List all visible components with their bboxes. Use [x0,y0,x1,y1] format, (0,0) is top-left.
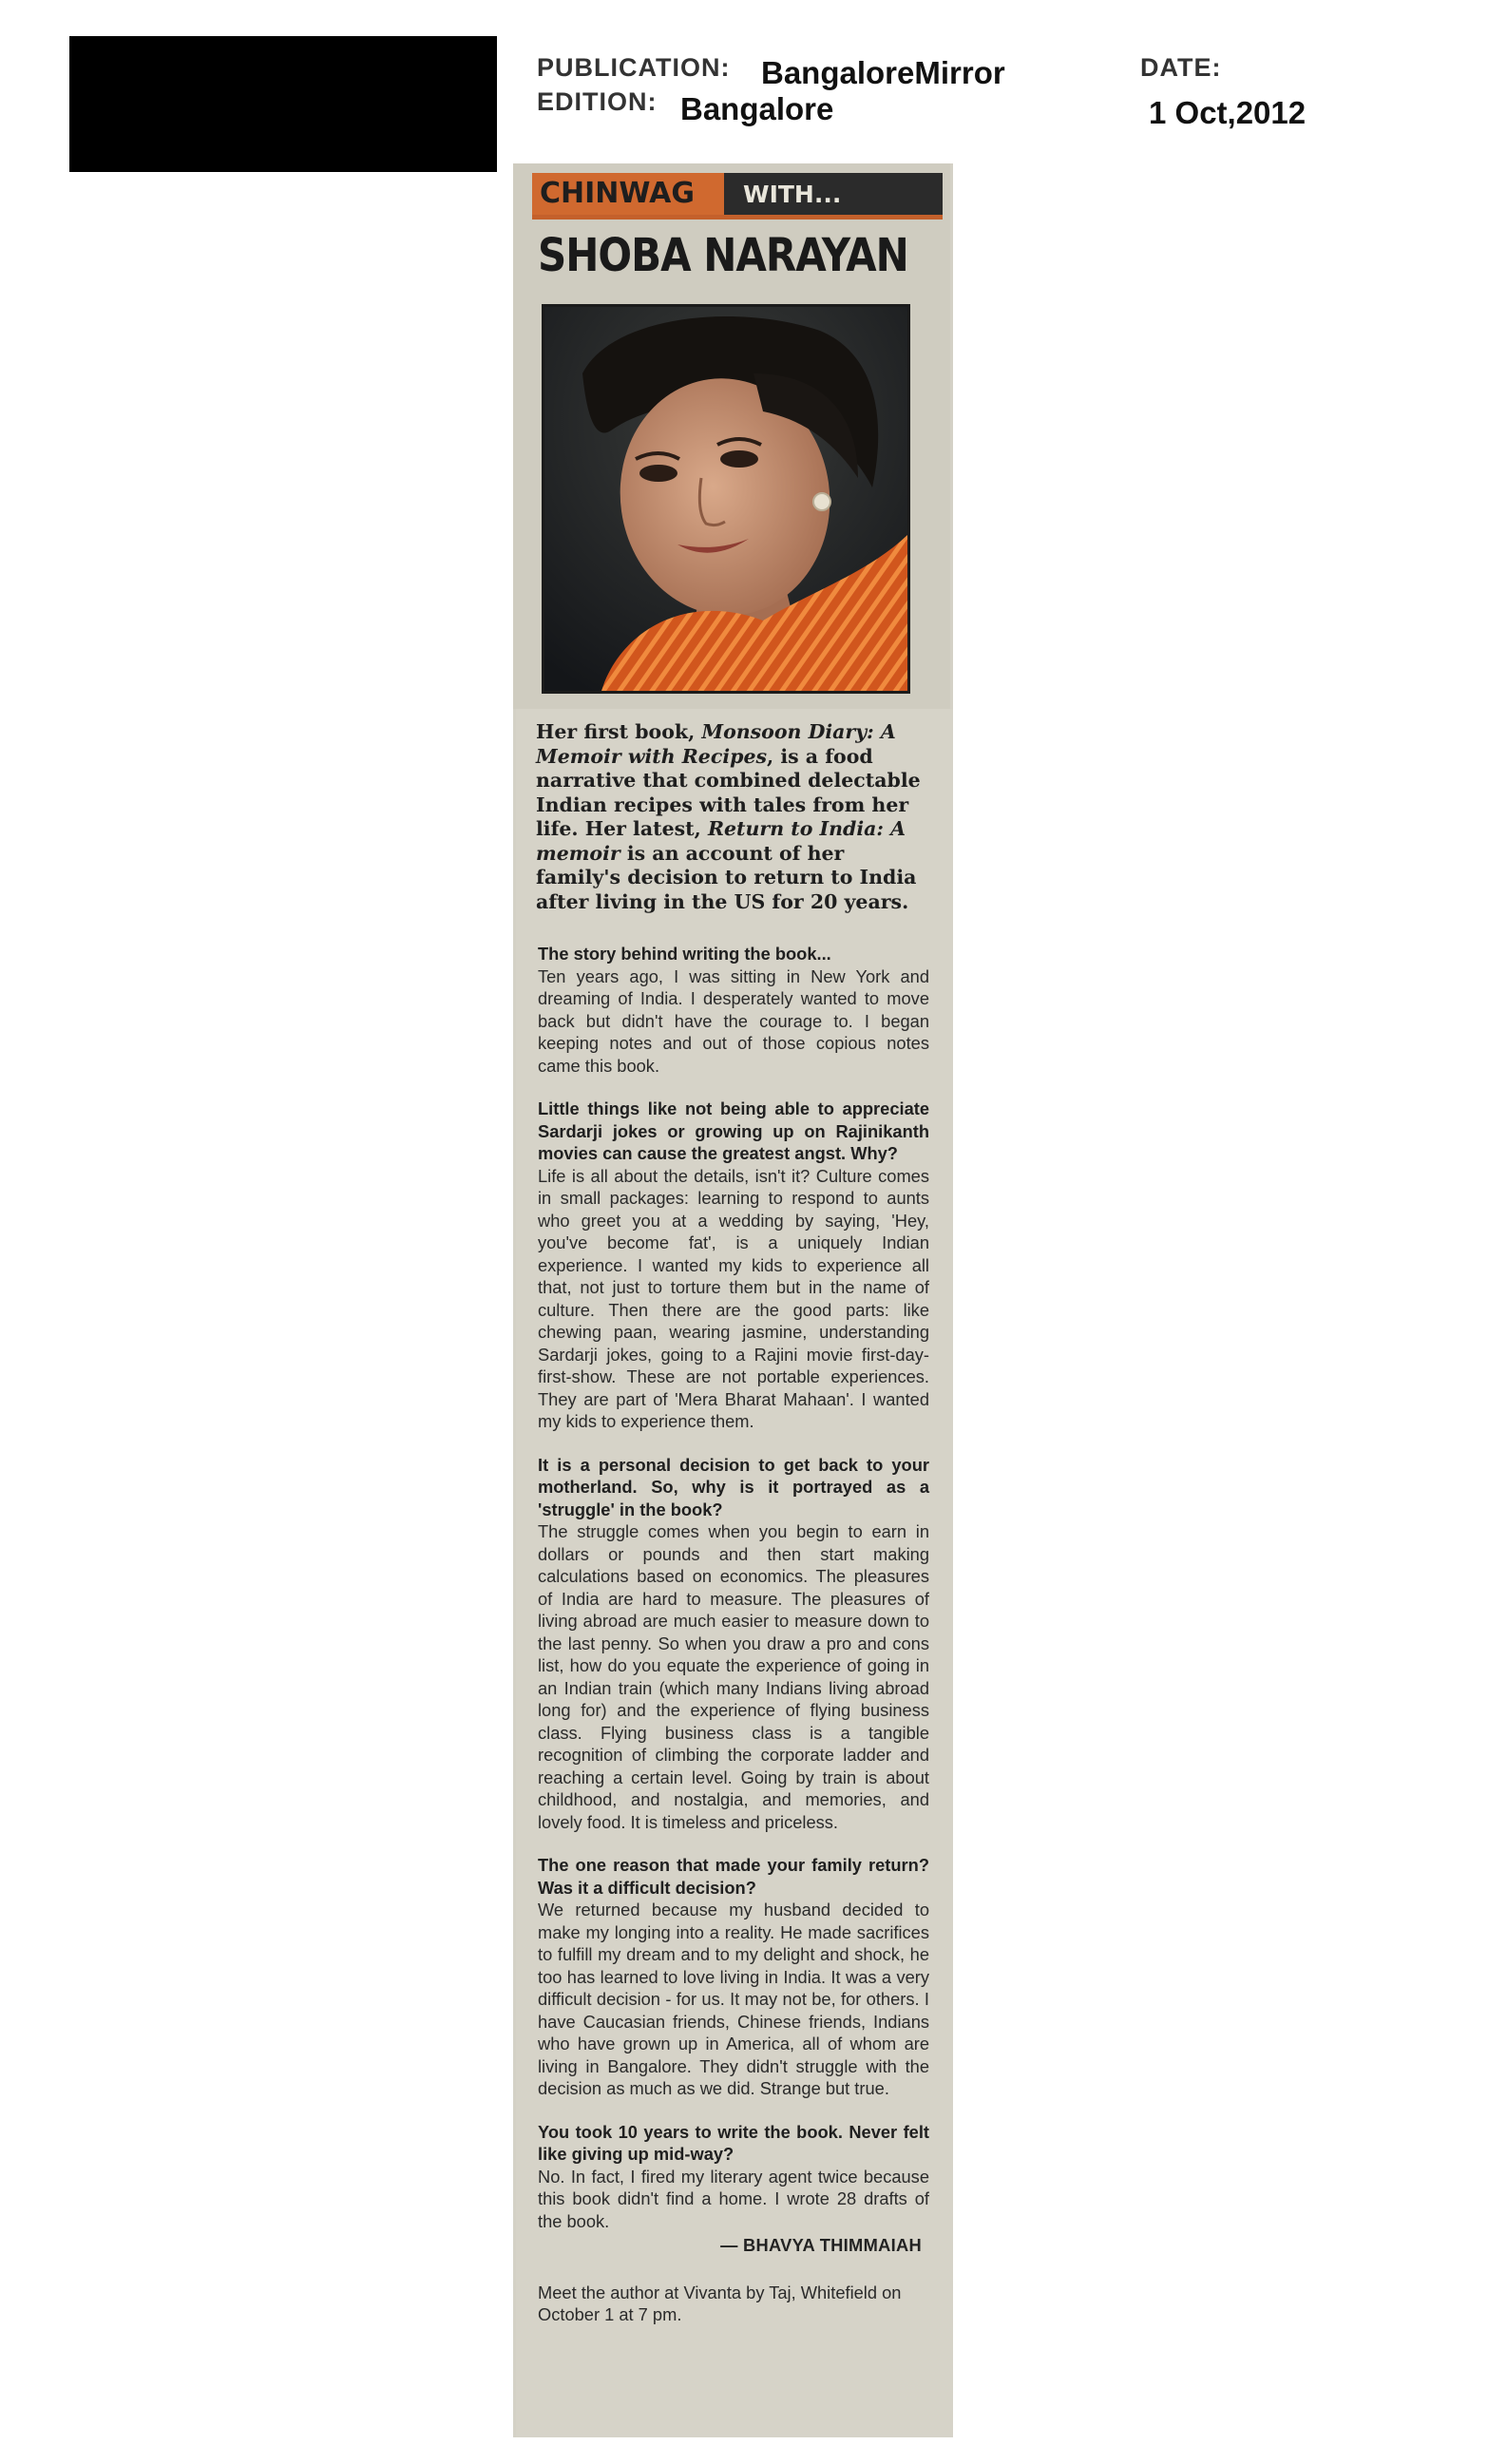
author-portrait [542,304,910,694]
event-footnote: Meet the author at Vivanta by Taj, Whitefield on October 1 at 7 pm. [538,2282,902,2324]
answer-4: We returned because my husband decided to make my longing into a reality. He made sacrifices to fulfill my dream and to my delight and shock, he too has learned to love living in India. It was a very difficult decision - for us. It may not be, for others. I have Caucasian friends, Chinese friends, Indians who have grown up in America, all of whom are living in Bangalore. They didn't struggle with the decision as much as we did. Strange but true. [538,1900,929,2098]
answer-2: Life is all about the details, isn't it? Culture comes in small packages: learning to respond to aunts who greet you at a wedding by saying, 'Hey, you've become fat', is a uniquely Indian experience. I wanted my kids to experience all that, not just to torture them but in the name of culture. Then there are the good parts: like chewing paan, wearing jasmine, understanding Sardarji jokes, going to a Rajini movie first-day-first-show. These are not portable experiences. They are part of 'Mera Bharat Mahaan'. I wanted my kids to experience them. [538,1165,929,1431]
interview-body [538,943,929,2326]
newspaper-clipping [513,163,953,2437]
column-kicker [532,173,943,220]
intro-text-2: , is a food narrative that combined delectable Indian recipes with tales from her life. Her latest, [536,744,921,840]
article-byline: — BHAVYA THIMMAIAH [720,2235,922,2255]
question-4: The one reason that made your family return? Was it a difficult decision? [538,1855,929,1898]
question-5: You took 10 years to write the book. Never felt like giving up mid-way? [538,2121,929,2164]
article-intro [536,720,925,914]
answer-3: The struggle comes when you begin to earn in dollars or pounds and then start making calculations based on economics. The pleasures of India are hard to measure. The pleasures of living abroad are much easier to measure down to the last penny. So when you draw a pro and cons list, how do you equate the experience of going in an Indian train (which many Indians living abroad long for) and the experience of flying business class. Flying business class is a tangible recognition of climbing the corporate ladder and reaching a certain level. Going by train is about childhood, and nostalgia, and memories, and lovely food. It is timeless and priceless. [538,1521,929,1832]
kicker-right-text: WITH... [743,181,842,208]
intro-text-1: Her first book, [536,720,702,743]
question-1: The story behind writing the book... [538,944,831,964]
intro-book-title-1: Monsoon Diary: A Memoir with Recipes [536,720,896,768]
answer-5: No. In fact, I fired my literary agent twice because this book didn't find a home. I wrote 28 drafts of the book. [538,2166,929,2231]
answer-1: Ten years ago, I was sitting in New York and dreaming of India. I desperately wanted to move back but didn't have the courage to. I began keeping notes and out of those copious notes came this book. [538,965,929,1076]
date-label: DATE: [1140,53,1222,82]
portrait-illustration [544,307,907,691]
question-2: Little things like not being able to appreciate Sardarji jokes or growing up on Rajinikanth movies can cause the greatest angst. Why? [538,1098,929,1163]
redacted-logo-block [69,36,497,172]
publication-value: BangaloreMirror [761,55,1005,90]
publication-label: PUBLICATION: [537,53,731,82]
question-3: It is a personal decision to get back to your motherland. So, why is it portrayed as a 'struggle' in the book? [538,1454,929,1519]
intro-book-title-2: Return to India: A memoir [536,817,906,865]
date-value: 1 Oct,2012 [1149,95,1307,130]
intro-text-3: is an account of her family's decision to return to India after living in the US for 20 years. [536,841,917,913]
kicker-left-text: CHINWAG [540,177,695,210]
edition-label: EDITION: [537,87,658,116]
article-headline: SHOBA NARAYAN [538,228,908,282]
edition-value: Bangalore [680,91,834,126]
